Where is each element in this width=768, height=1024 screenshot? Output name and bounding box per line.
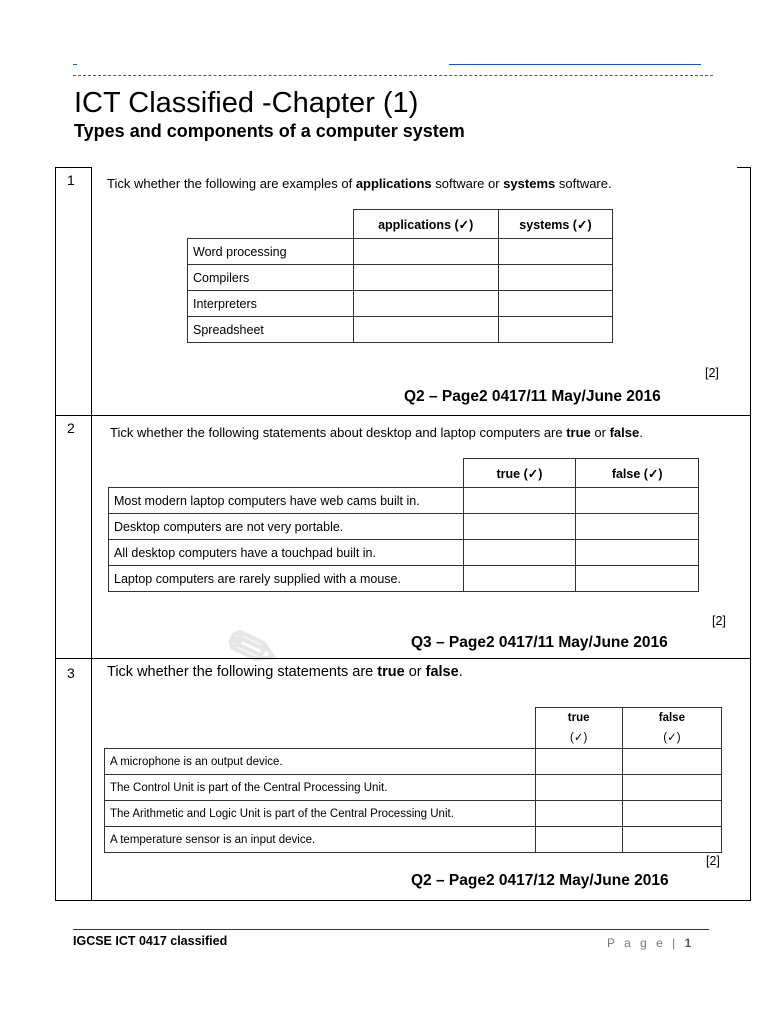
column-header: false (✓): [622, 708, 721, 749]
column-header: false (✓): [576, 459, 699, 488]
answer-table: [104, 707, 722, 853]
tick-cell[interactable]: [498, 291, 612, 317]
column-header: systems (✓): [498, 210, 612, 239]
tick-cell[interactable]: [498, 265, 612, 291]
tick-cell[interactable]: [622, 801, 721, 827]
tick-cell[interactable]: [535, 801, 622, 827]
tick-cell[interactable]: [576, 514, 699, 540]
tick-cell[interactable]: [498, 239, 612, 265]
frame-left: [55, 167, 56, 901]
row-label: Interpreters: [188, 291, 354, 317]
tick-cell[interactable]: [576, 540, 699, 566]
answer-table: [187, 209, 613, 343]
row-label: Compilers: [188, 265, 354, 291]
column-header: applications (✓): [353, 210, 498, 239]
tick-cell[interactable]: [353, 317, 498, 343]
page-label: P a g e: [607, 936, 666, 950]
row-label: All desktop computers have a touchpad built in.: [109, 540, 464, 566]
tick-cell[interactable]: [622, 775, 721, 801]
footer-title: IGCSE ICT 0417 classified: [73, 934, 228, 948]
tick-cell[interactable]: [576, 566, 699, 592]
row-label: Word processing: [188, 239, 354, 265]
frame-number-column: [91, 167, 92, 901]
question-prompt: Tick whether the following are examples of applications software or systems software.: [107, 176, 612, 191]
question-prompt: Tick whether the following statements about desktop and laptop computers are true or false.: [110, 425, 643, 440]
tick-cell[interactable]: [463, 566, 576, 592]
row-label: Desktop computers are not very portable.: [109, 514, 464, 540]
frame-top-left: [55, 167, 92, 168]
header-link-underline: [73, 64, 77, 65]
row-label: A temperature sensor is an input device.: [105, 827, 536, 853]
frame-right: [750, 167, 751, 901]
marks-label: [2]: [712, 614, 726, 628]
frame-bottom: [55, 900, 751, 901]
footer-divider: [73, 929, 709, 930]
question-divider: [55, 658, 751, 659]
marks-label: [2]: [705, 366, 719, 380]
row-label: Spreadsheet: [188, 317, 354, 343]
tick-cell[interactable]: [353, 239, 498, 265]
tick-cell[interactable]: [622, 827, 721, 853]
answer-table: [108, 458, 699, 592]
column-header: true (✓): [535, 708, 622, 749]
question-reference: Q3 – Page2 0417/11 May/June 2016: [411, 634, 668, 651]
header-link-underline: [449, 64, 701, 65]
watermark-mark: ✎: [217, 609, 289, 690]
page-number: 1: [684, 936, 692, 950]
tick-cell[interactable]: [498, 317, 612, 343]
row-label: The Arithmetic and Logic Unit is part of the Central Processing Unit.: [105, 801, 536, 827]
tick-cell[interactable]: [463, 514, 576, 540]
question-reference: Q2 – Page2 0417/12 May/June 2016: [411, 872, 669, 889]
question-divider: [55, 415, 751, 416]
question-number: 2: [67, 420, 75, 436]
question-reference: Q2 – Page2 0417/11 May/June 2016: [404, 388, 661, 405]
row-label: A microphone is an output device.: [105, 749, 536, 775]
page-separator: |: [672, 936, 679, 950]
tick-cell[interactable]: [535, 827, 622, 853]
question-prompt: Tick whether the following statements are true or false.: [107, 664, 463, 680]
page-title: ICT Classified -Chapter (1): [74, 87, 419, 119]
row-label: The Control Unit is part of the Central Processing Unit.: [105, 775, 536, 801]
header-divider: [73, 75, 713, 76]
tick-cell[interactable]: [535, 749, 622, 775]
question-number: 3: [67, 665, 75, 681]
page-subtitle: Types and components of a computer system: [74, 121, 465, 141]
row-label: Most modern laptop computers have web cams built in.: [109, 488, 464, 514]
question-number: 1: [67, 172, 75, 188]
tick-cell[interactable]: [353, 265, 498, 291]
page-indicator: [607, 936, 691, 950]
tick-cell[interactable]: [463, 488, 576, 514]
tick-cell[interactable]: [353, 291, 498, 317]
column-header: true (✓): [463, 459, 576, 488]
marks-label: [2]: [706, 854, 720, 868]
frame-top-right: [737, 167, 751, 168]
tick-cell[interactable]: [622, 749, 721, 775]
row-label: Laptop computers are rarely supplied with a mouse.: [109, 566, 464, 592]
tick-cell[interactable]: [463, 540, 576, 566]
tick-cell[interactable]: [576, 488, 699, 514]
tick-cell[interactable]: [535, 775, 622, 801]
